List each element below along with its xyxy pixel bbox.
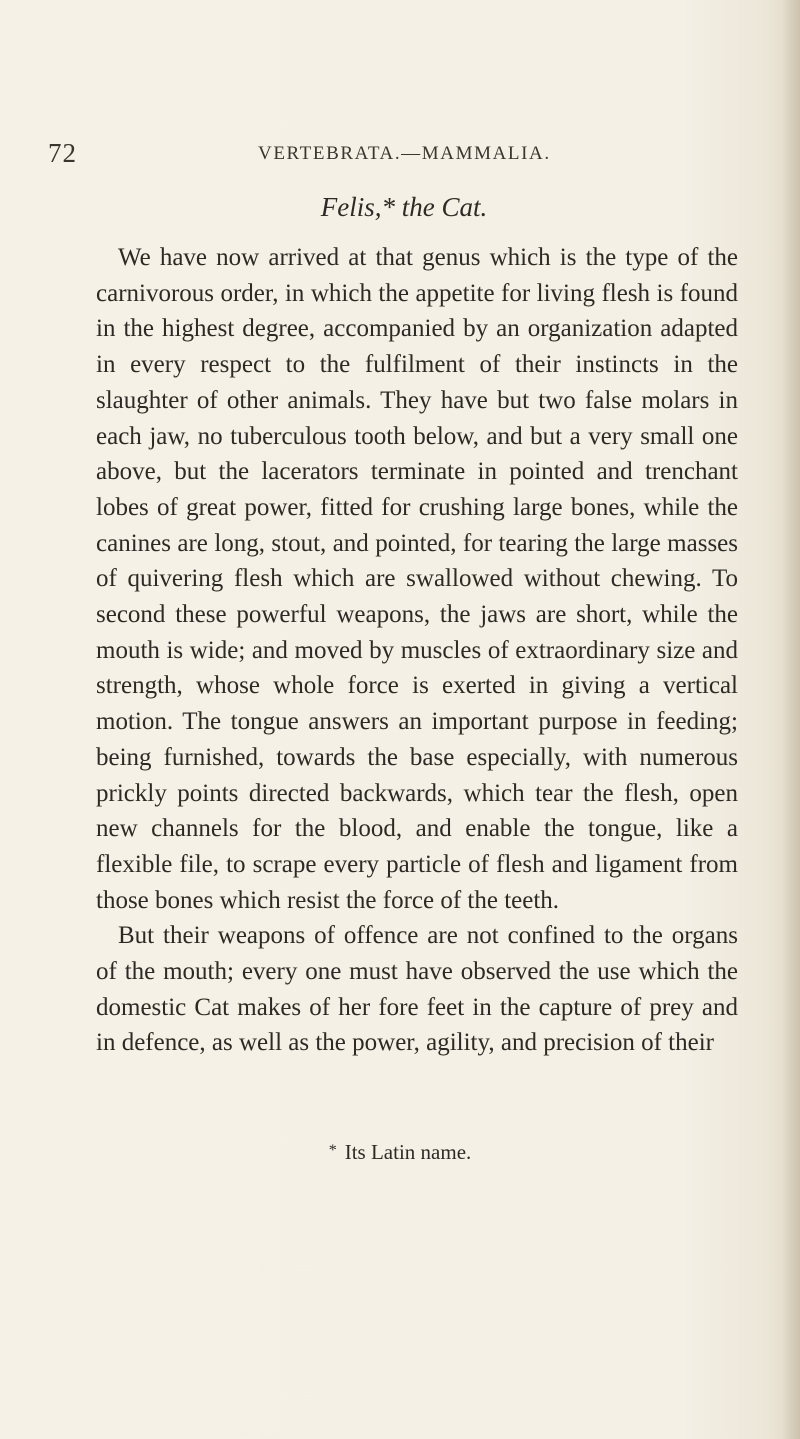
paragraph-2: But their weapons of offence are not confined to the organs of the mouth; every one must have observed the use which the domestic Cat makes of her fore feet in the capture of prey and in defence, as well as the power, agility, and precision of their	[96, 922, 738, 1057]
footnote-text: Its Latin name.	[344, 1140, 472, 1164]
common-name: the Cat.	[401, 192, 488, 222]
body-text	[96, 240, 738, 1061]
genus-name: Felis,*	[320, 192, 395, 222]
running-head	[0, 138, 800, 178]
page-number: 72	[48, 138, 77, 168]
paragraph-1: We have now arrived at that genus which is the type of the carnivorous order, in which the appetite for living flesh is found in the highest degree, accompanied by an organization adapted in every respect to the fulfilment of their instincts in the slaughter of other animals. They have but two false molars in each jaw, no tuberculous tooth below, and but a very small one above, but the lacerators terminate in pointed and trenchant lobes of great power, fitted for crushing large bones, while the canines are long, stout, and pointed, for tearing the large masses of quivering flesh which are swallowed without chewing. To second these powerful weapons, the jaws are short, while the mouth is wide; and moved by muscles of extraordinary size and strength, whose whole force is exerted in giving a vertical motion. The tongue answers an important purpose in feeding; being furnished, towards the base especially, with numerous prickly points directed backwards, which tear the flesh, open new channels for the blood, and enable the tongue, like a flexible file, to scrape every particle of flesh and ligament from those bones which resist the force of the teeth.	[96, 244, 738, 914]
section-heading	[0, 192, 800, 223]
running-title: VERTEBRATA.—MAMMALIA.	[258, 143, 551, 164]
footnote	[0, 1140, 800, 1165]
footnote-mark: *	[328, 1142, 337, 1159]
